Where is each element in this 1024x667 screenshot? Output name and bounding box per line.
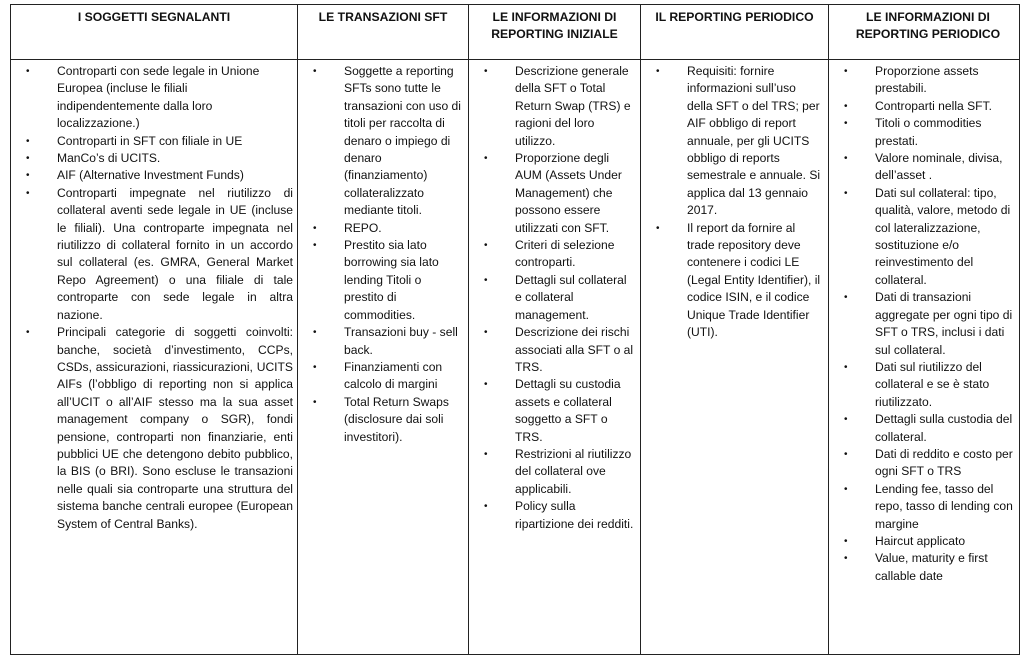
bullet-icon: •	[26, 135, 30, 147]
cell-reporting-iniziale	[469, 60, 641, 655]
bullet-icon: •	[313, 240, 317, 252]
cell-reporting-periodico	[641, 60, 829, 655]
list-item: • Descrizione dei rischi associati alla SFT o al TRS.	[484, 325, 634, 374]
bullet-icon: •	[26, 170, 30, 182]
bullet-icon: •	[844, 187, 848, 199]
bullet-icon: •	[844, 361, 848, 373]
bullet-icon: •	[313, 222, 317, 234]
list-item: • Controparti con sede legale in Unione Europea (incluse le filiali indipendentemente dalla loro localizzazione.)	[26, 64, 260, 131]
list-item: • Dati sul collateral: tipo, qualità, valore, metodo di col lateralizzazione, sostituzione e/o reinvestimento del collateral.	[844, 185, 1011, 287]
bullet-icon: •	[484, 379, 488, 391]
bullet-icon: •	[484, 274, 488, 286]
bullet-icon: •	[844, 483, 848, 495]
bullet-icon: •	[26, 327, 30, 339]
bullet-icon: •	[313, 66, 317, 77]
bullet-icon: •	[484, 66, 488, 77]
header-reporting-iniziale: LE INFORMAZIONI DI REPORTING INIZIALE	[469, 5, 641, 60]
header-soggetti-segnalanti: I SOGGETTI SEGNALANTI	[11, 5, 298, 60]
header-reporting-periodico: IL REPORTING PERIODICO	[641, 5, 829, 60]
bullet-icon: •	[313, 396, 317, 408]
list-item: • Proporzione assets prestabili.	[844, 64, 979, 96]
bullet-icon: •	[484, 327, 488, 339]
bullet-icon: •	[844, 153, 848, 165]
list-item: • Lending fee, tasso del repo, tasso di lending con margine	[844, 481, 1013, 531]
list-item: • Total Return Swaps (disclosure dai soli investitori).	[313, 394, 449, 444]
list-item: • Policy sulla ripartizione dei redditi.	[484, 499, 634, 531]
list-item: • Dati di transazioni aggregate per ogni tipo di SFT o TRS, inclusi i dati sul collateral.	[844, 290, 1013, 357]
bullet-icon: •	[844, 100, 848, 112]
list-item: • Controparti impegnate nel riutilizzo di collateral aventi sede legale in UE (incluse le filiali). Una controparte impegnata nel riutilizzo di collateral fornito in un accordo sul collateral (es. GMRA, General Market Repo Agreement) o una filiale di tale controparte con sede legale in altra nazione.	[26, 185, 293, 322]
bullet-icon: •	[844, 292, 848, 304]
bullet-icon: •	[844, 535, 848, 547]
list-item: • Criteri di selezione controparti.	[484, 238, 615, 270]
list-item: • Descrizione generale della SFT o Total Return Swap (TRS) e ragioni del loro utilizzo.	[484, 64, 631, 148]
cell-transazioni-sft	[298, 60, 469, 655]
list-item: • REPO.	[298, 220, 464, 237]
bullet-icon: •	[484, 240, 488, 252]
bullet-icon: •	[484, 448, 488, 460]
list-item: • Haircut applicato	[829, 533, 1015, 550]
list-item: • Dettagli sul collateral e collateral management.	[484, 272, 627, 322]
list-item: • ManCo’s di UCITS.	[11, 150, 293, 167]
bullet-icon: •	[26, 153, 30, 165]
list-item: • Il report da fornire al trade repository deve contenere i codici LE (Legal Entity Identifier), il codice ISIN, e il codice Unique Trade Identifier (UTI).	[656, 220, 821, 340]
content-row	[11, 60, 1020, 655]
bullet-icon: •	[844, 414, 848, 426]
cell-informazioni-reporting-periodico	[829, 60, 1020, 655]
list-reporting-periodico	[641, 60, 828, 342]
list-soggetti-segnalanti	[11, 60, 297, 533]
list-item: • Valore nominale, divisa, dell’asset .	[844, 151, 1003, 183]
list-item: • Controparti nella SFT.	[829, 98, 1015, 115]
list-item: • Controparti in SFT con filiale in UE	[11, 133, 293, 150]
list-transazioni-sft	[298, 60, 468, 446]
bullet-icon: •	[26, 66, 30, 77]
bullet-icon: •	[656, 66, 660, 77]
bullet-icon: •	[844, 66, 848, 77]
list-item: • Dati di reddito e costo per ogni SFT o TRS	[844, 446, 1013, 479]
header-informazioni-reporting-periodico: LE INFORMAZIONI DI REPORTING PERIODICO	[829, 5, 1020, 60]
list-item: • Requisiti: fornire informazioni sull’uso della SFT o del TRS; per AIF obbligo di report annuale, per gli UCITS obbligo di reports semestrale e annuale. Si applica dal 13 gennaio 2017.	[656, 64, 821, 218]
bullet-icon: •	[313, 327, 317, 339]
list-item: • Titoli o commodities prestati.	[844, 116, 982, 148]
list-item: • Proporzione degli AUM (Assets Under Management) che possono essere utilizzati con SFT.	[484, 151, 622, 235]
bullet-icon: •	[844, 118, 848, 130]
list-reporting-iniziale	[469, 60, 640, 533]
list-item: • Prestito sia lato borrowing sia lato lending Titoli o prestito di commodities.	[313, 238, 439, 322]
list-item: • AIF (Alternative Investment Funds)	[11, 167, 293, 184]
bullet-icon: •	[484, 153, 488, 165]
bullet-icon: •	[313, 361, 317, 373]
list-item: • Value, maturity e first callable date	[844, 551, 988, 583]
list-item: • Transazioni buy - sell back.	[313, 325, 458, 357]
list-informazioni-reporting-periodico	[829, 60, 1019, 585]
bullet-icon: •	[26, 187, 30, 199]
bullet-icon: •	[844, 448, 848, 460]
list-item: • Principali categorie di soggetti coinvolti: banche, società d’investimento, CCPs, CSDs, assicurazioni, riassicurazioni, UCITS AIFs (l’obbligo di reporting non si applica all’UCIT o all’AIF stesso ma la sua asset management company o SGR), fondi pensione, controparti non finanziarie, enti pubblici UE che detengono debito pubblico, la BIS (o BRI). Sono escluse le transazioni nelle quali sia controparte una struttura del sistema banche centrali europee (European System of Central Banks).	[26, 325, 293, 531]
header-row	[11, 5, 1020, 60]
bullet-icon: •	[844, 553, 848, 565]
list-item: • Dettagli su custodia assets e collateral soggetto a SFT o TRS.	[484, 377, 621, 444]
list-item: • Soggette a reporting SFTs sono tutte le transazioni con uso di titoli per raccolta di denaro o impiego di denaro (finanziamento) collateralizzato mediante titoli.	[313, 64, 461, 218]
header-transazioni-sft: LE TRANSAZIONI SFT	[298, 5, 469, 60]
bullet-icon: •	[484, 501, 488, 513]
summary-table	[10, 4, 1020, 655]
list-item: • Finanziamenti con calcolo di margini	[313, 359, 443, 392]
cell-soggetti-segnalanti	[11, 60, 298, 655]
list-item: • Dettagli sulla custodia del collateral.	[844, 412, 1013, 444]
bullet-icon: •	[656, 222, 660, 234]
list-item: • Dati sul riutilizzo del collateral e se è stato riutilizzato.	[844, 359, 990, 409]
list-item: • Restrizioni al riutilizzo del collateral ove applicabili.	[484, 446, 632, 496]
